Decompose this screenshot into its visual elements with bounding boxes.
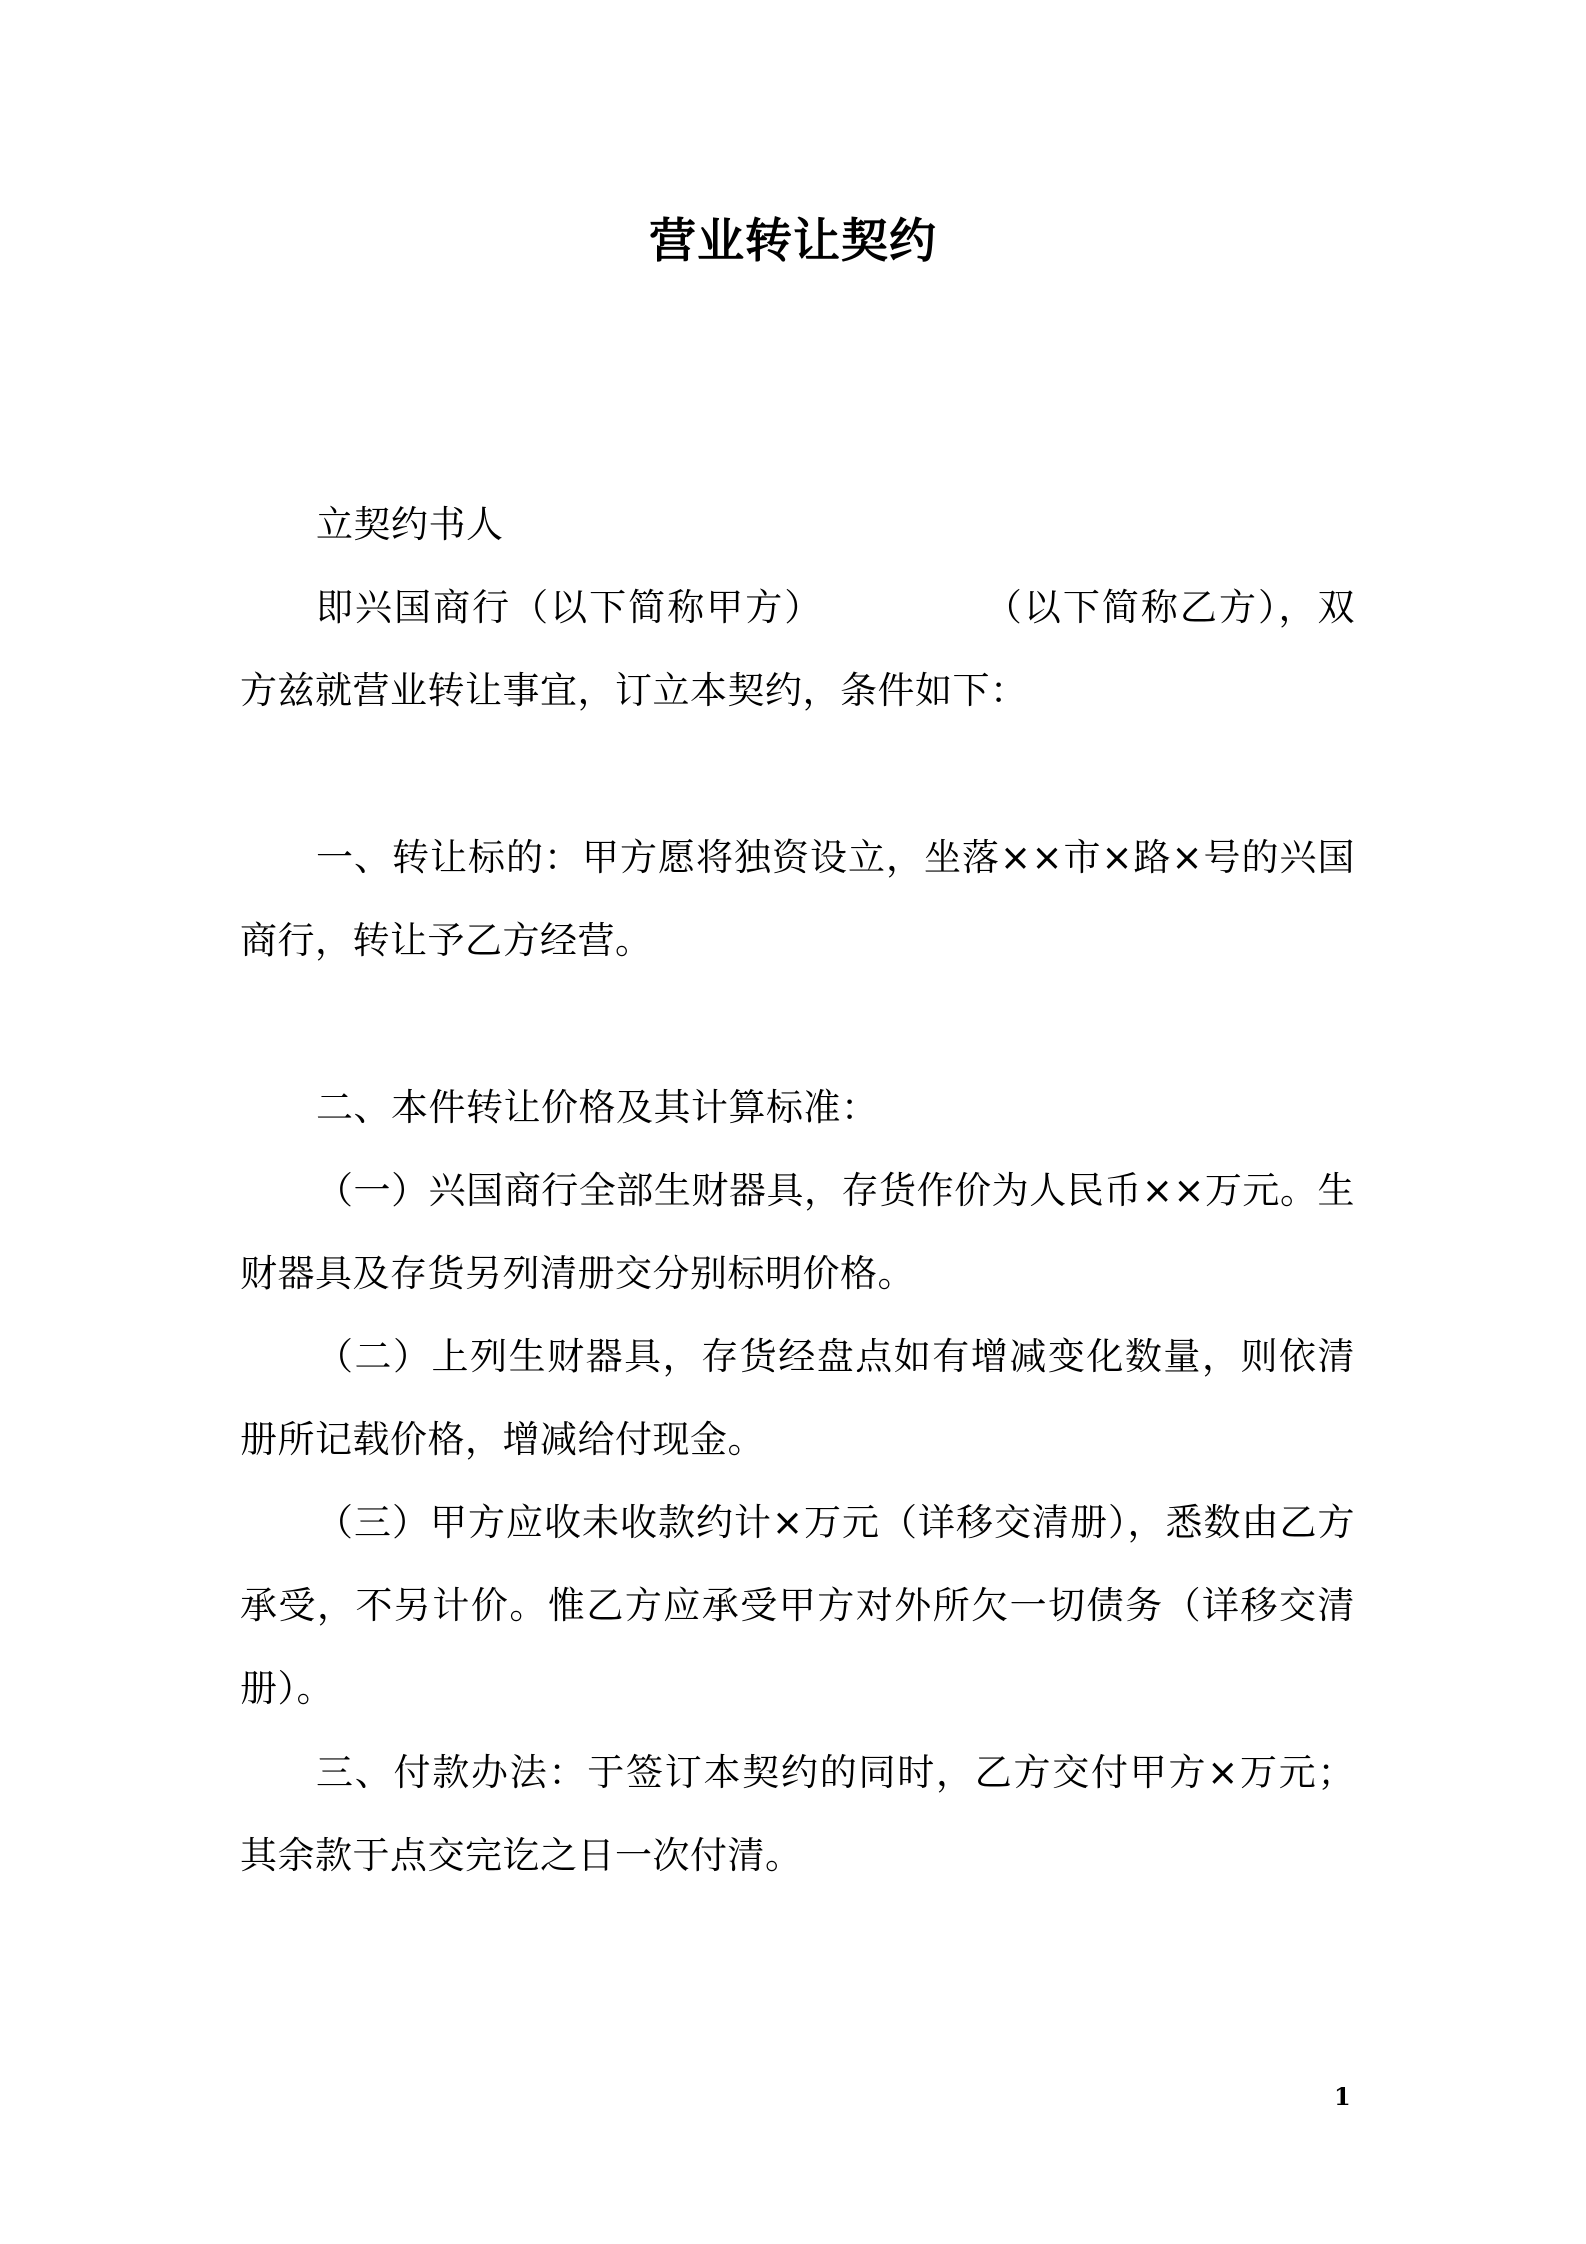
clause-2-item-1: （一）兴国商行全部生财器具，存货作价为人民币××万元。生财器具及存货另列清册交分别标明价格。 [240, 1169, 1355, 1295]
party-b-text: （以下简称乙方），双方兹就营业转让事宜，订立本契约，条件如下： [240, 586, 1356, 712]
clause-3: 三、付款办法：于签订本契约的同时，乙方交付甲方×万元；其余款于点交完讫之日一次付清。 [240, 1751, 1355, 1877]
clause-2-item-3: （三）甲方应收未收款约计×万元（详移交清册），悉数由乙方承受，不另计价。惟乙方应承受甲方对外所欠一切债务（详移交清册）。 [240, 1501, 1355, 1710]
clause-2: 二、本件转让价格及其计算标准： [316, 1086, 879, 1129]
document-title: 营业转让契约 [649, 214, 937, 269]
paragraph-parties: 立契约书人 [316, 503, 504, 546]
clause-1: 一、转让标的：甲方愿将独资设立，坐落××市×路×号的兴国商行，转让予乙方经营。 [240, 836, 1355, 962]
party-a-text: 即兴国商行（以下简称甲方） [316, 586, 824, 629]
clause-2-item-2: （二）上列生财器具，存货经盘点如有增减变化数量，则依清册所记载价格，增减给付现金。 [240, 1335, 1355, 1461]
page-number: 1 [1334, 2082, 1351, 2111]
paragraph-intro [240, 566, 1355, 732]
